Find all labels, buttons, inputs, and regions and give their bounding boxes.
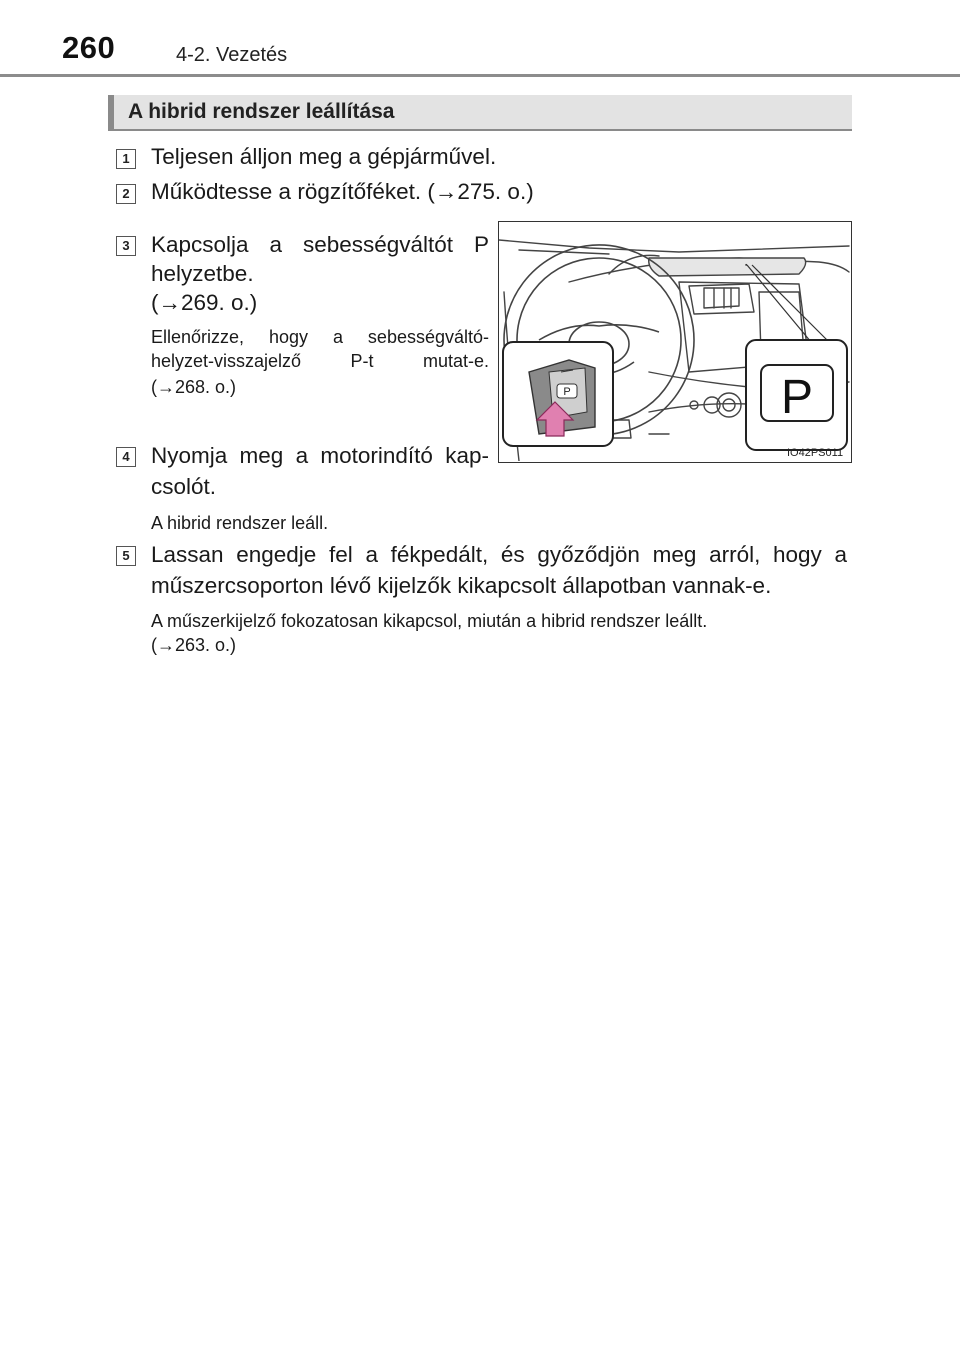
page-header <box>0 0 960 78</box>
step-number-4: 4 <box>116 447 136 467</box>
header-rule <box>0 74 960 77</box>
shift-p-letter: P <box>563 386 571 398</box>
indicator-p-letter: P <box>780 371 814 424</box>
step-4-text-line1: Nyomja meg a motorindító kap- <box>151 443 489 468</box>
step-5-note-line1: A műszerkijelző fokozatosan kikapcsol, miután a hibrid rendszer leállt. <box>151 611 708 631</box>
step-5-text-line1: Lassan engedje fel a fékpedált, és győződjön meg arról, hogy a <box>151 542 847 567</box>
step-3-note-line2: helyzet-visszajelző P-t mutat-e. <box>151 351 489 371</box>
step-3-note-line1: Ellenőrizze, hogy a sebességváltó- <box>151 327 489 347</box>
step-number-2: 2 <box>116 184 136 204</box>
page-number: 260 <box>62 30 116 65</box>
step-3-note-line3: (→268. o.) <box>151 377 237 397</box>
figure-code: IO42PS011 <box>787 447 844 459</box>
step-5-note-line2: (→263. o.) <box>151 635 237 655</box>
step-5-text-line2: műszercsoporton lévő kijelzők kikapcsolt állapotban vannak-e. <box>151 573 772 598</box>
step-2-text: Működtesse a rögzítőféket. (→275. o.) <box>151 179 534 204</box>
indicator-mini-letter: ▪ <box>745 262 748 269</box>
chapter-label: 4-2. Vezetés <box>176 44 288 66</box>
step-number-5: 5 <box>116 546 136 566</box>
step-number-3: 3 <box>116 236 136 256</box>
step-number-1: 1 <box>116 149 136 169</box>
step-3-text-line1: Kapcsolja a sebességváltót P <box>151 232 489 257</box>
section-title: A hibrid rendszer leállítása <box>128 100 395 123</box>
step-3-text-line2: helyzetbe. <box>151 261 254 286</box>
step-4-text-line2: csolót. <box>151 474 217 499</box>
dashboard-illustration <box>498 221 852 463</box>
step-1-text: Teljesen álljon meg a gépjárművel. <box>151 144 497 169</box>
section-heading <box>108 95 852 131</box>
step-4-note: A hibrid rendszer leáll. <box>151 513 329 533</box>
step-3-text-line3: (→269. o.) <box>151 290 258 315</box>
